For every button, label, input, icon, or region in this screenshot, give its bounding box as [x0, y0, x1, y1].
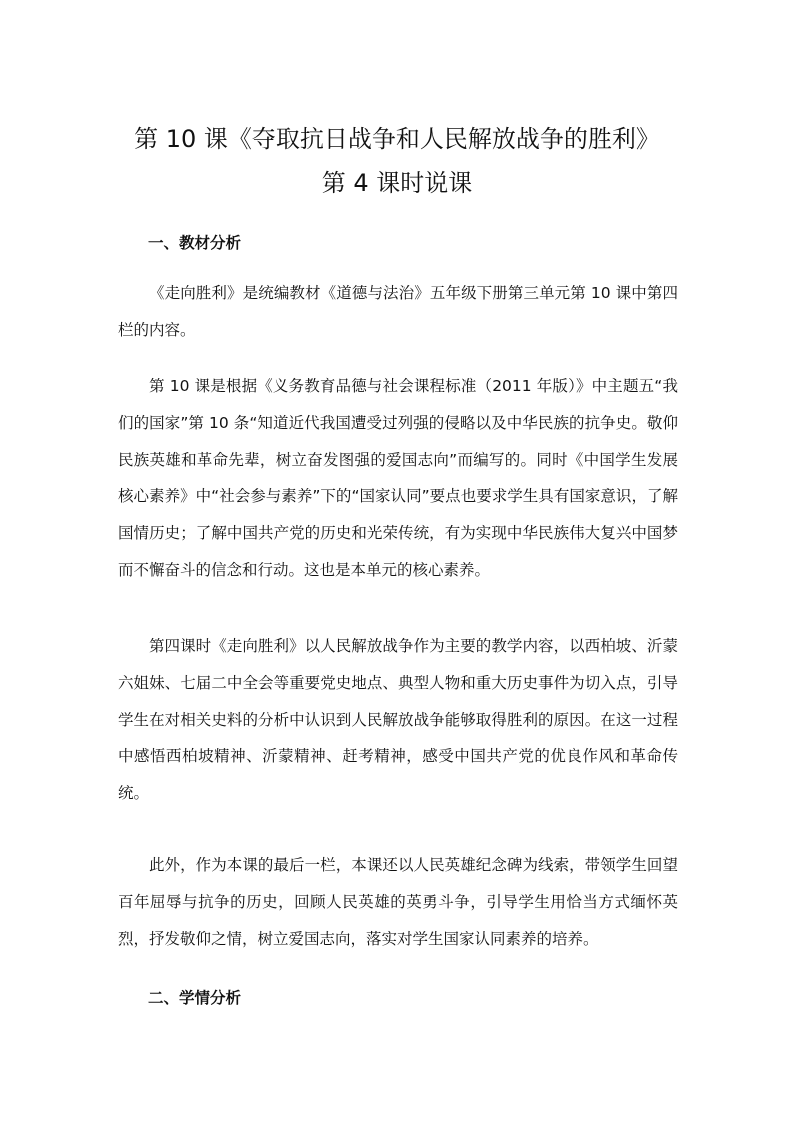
document-title-line-2: 第 4 课时说课: [321, 169, 473, 197]
section-heading-learner-analysis: 二、学情分析: [148, 989, 242, 1007]
paragraph: 《走向胜利》是统编教材《道德与法治》五年级下册第三单元第 10 课中第四栏的内容。: [118, 284, 678, 339]
paragraph: 第 10 课是根据《义务教育品德与社会课程标准（2011 年版）》中主题五“我们的国家”第 10 条“知道近代我国遭受过列强的侵略以及中华民族的抗争史。敬仰民族英雄和革命先辈，树立奋发图强的爱国志向”而编写的。同时《中国学生发展核心素养》中“社会参与素养”下的“国家认同”要点也要求学生具有国家意识，了解国情历史；了解中国共产党的历史和光荣传统，有为实现中华民族伟大复兴中国梦而不懈奋斗的信念和行动。这也是本单元的核心素养。: [118, 377, 678, 579]
paragraph: 第四课时《走向胜利》以人民解放战争作为主要的教学内容，以西柏坡、沂蒙六姐妹、七届二中全会等重要党史地点、典型人物和重大历史事件为切入点，引导学生在对相关史料的分析中认识到人民解放战争能够取得胜利的原因。在这一过程中感悟西柏坡精神、沂蒙精神、赶考精神，感受中国共产党的优良作风和革命传统。: [118, 637, 678, 803]
section-heading-textbook-analysis: 一、教材分析: [148, 234, 242, 252]
document-title-line-1: 第 10 课《夺取抗日战争和人民解放战争的胜利》: [134, 125, 660, 153]
paragraph: 此外，作为本课的最后一栏，本课还以人民英雄纪念碑为线索，带领学生回望百年屈辱与抗争的历史，回顾人民英雄的英勇斗争，引导学生用恰当方式缅怀英烈，抒发敬仰之情，树立爱国志向，落实对学生国家认同素养的培养。: [118, 856, 678, 948]
